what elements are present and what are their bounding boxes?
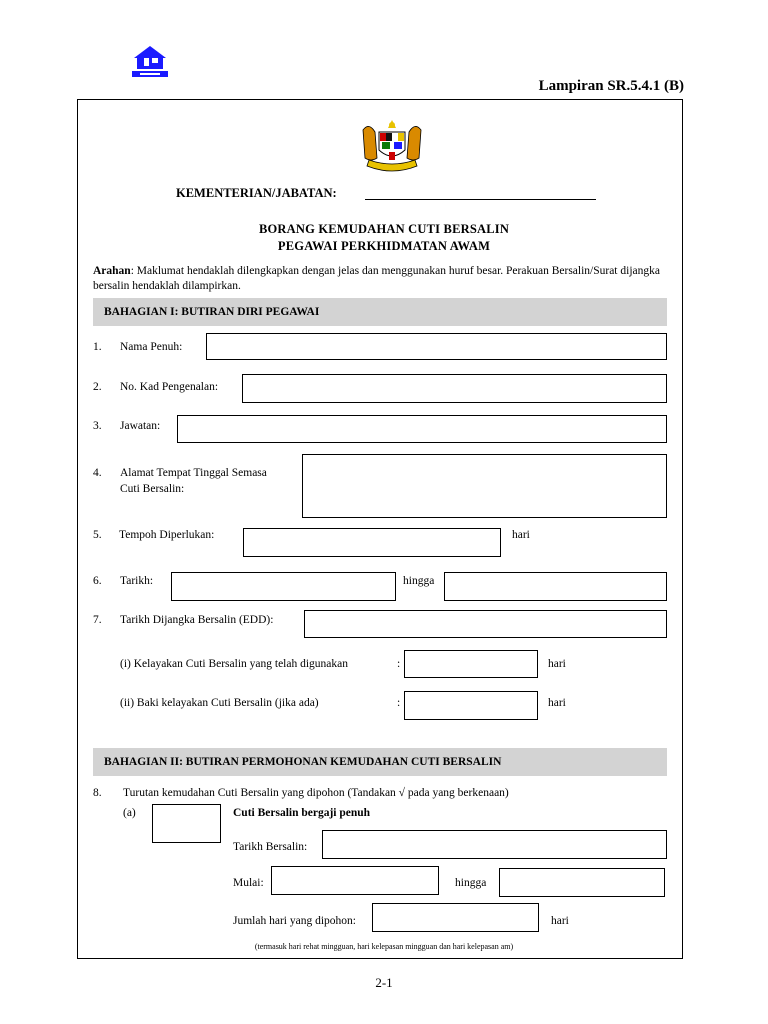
lampiran-reference: Lampiran SR.5.4.1 (B) (538, 78, 684, 94)
edd-label: Tarikh Dijangka Bersalin (EDD): (120, 614, 274, 626)
baki-kelayakan-unit: hari (548, 697, 566, 709)
coat-of-arms-icon (353, 118, 431, 178)
arahan-label: Arahan (93, 265, 131, 277)
kelayakan-digunakan-label: (i) Kelayakan Cuti Bersalin yang telah digunakan (120, 658, 349, 670)
jumlah-hari-label: Jumlah hari yang dipohon: (233, 915, 356, 927)
alamat-label: Alamat Tempat Tinggal Semasa (120, 467, 267, 479)
item-num: 1. (93, 341, 102, 353)
tarikh-mula-field[interactable] (171, 572, 396, 601)
page-number: 2-1 (375, 975, 393, 990)
house-logo-icon (132, 45, 168, 77)
kad-pengenalan-field[interactable] (242, 374, 667, 403)
item-num: 2. (93, 381, 102, 393)
tarikh-bersalin-field[interactable] (322, 830, 667, 859)
jawatan-label: Jawatan: (120, 420, 161, 432)
item-num: 5. (93, 529, 102, 541)
kelayakan-digunakan-unit: hari (548, 658, 566, 670)
item-num: 3. (93, 420, 102, 432)
edd-field[interactable] (304, 610, 667, 638)
tarikh-bersalin-label: Tarikh Bersalin: (233, 841, 308, 853)
item-num: 8. (93, 787, 102, 799)
item-num: 7. (93, 614, 102, 626)
kementerian-label: KEMENTERIAN/JABATAN: (176, 186, 337, 200)
tarikh-hingga-field[interactable] (444, 572, 667, 601)
instructions (93, 264, 660, 294)
tempoh-unit: hari (512, 529, 530, 541)
colon: : (397, 697, 401, 709)
tempoh-label: Tempoh Diperlukan: (119, 529, 215, 541)
alamat-field[interactable] (302, 454, 667, 518)
form-title-line1: BORANG KEMUDAHAN CUTI BERSALIN (258, 222, 510, 236)
kad-pengenalan-label: No. Kad Pengenalan: (120, 381, 219, 393)
alamat-label-2: Cuti Bersalin: (120, 483, 185, 495)
form-title-line2: PEGAWAI PERKHIDMATAN AWAM (277, 239, 491, 253)
colon: : (397, 658, 401, 670)
option-a-label: (a) (123, 807, 136, 819)
baki-kelayakan-label: (ii) Baki kelayakan Cuti Bersalin (jika ada) (120, 697, 319, 709)
baki-kelayakan-field[interactable] (404, 691, 538, 720)
tarikh-hingga-label: hingga (403, 575, 435, 587)
hingga-label: hingga (455, 877, 487, 889)
mulai-label: Mulai: (233, 877, 264, 889)
kelayakan-digunakan-field[interactable] (404, 650, 538, 678)
section2-title: BAHAGIAN II: BUTIRAN PERMOHONAN KEMUDAHAN CUTI BERSALIN (104, 756, 502, 768)
mulai-field[interactable] (271, 866, 439, 895)
option-a-checkbox[interactable] (152, 804, 221, 843)
section1-header (93, 298, 667, 326)
turutan-kemudahan-label: Turutan kemudahan Cuti Bersalin yang dipohon (Tandakan √ pada yang berkenaan) (123, 787, 509, 799)
item-num: 4. (93, 467, 102, 479)
item-num: 6. (93, 575, 102, 587)
option-a-title: Cuti Bersalin bergaji penuh (233, 807, 371, 819)
jumlah-hari-field[interactable] (372, 903, 539, 932)
section1-title: BAHAGIAN I: BUTIRAN DIRI PEGAWAI (104, 306, 320, 318)
nama-penuh-label: Nama Penuh: (120, 341, 183, 353)
kementerian-input-line[interactable] (365, 199, 596, 200)
tempoh-field[interactable] (243, 528, 501, 557)
jumlah-hari-note: (termasuk hari rehat mingguan, hari kelepasan mingguan dan hari kelepasan am) (254, 942, 514, 951)
jumlah-hari-unit: hari (551, 915, 569, 927)
jawatan-field[interactable] (177, 415, 667, 443)
section2-header (93, 748, 667, 776)
nama-penuh-field[interactable] (206, 333, 667, 360)
tarikh-label: Tarikh: (120, 575, 154, 587)
hingga-field[interactable] (499, 868, 665, 897)
arahan-text: : Maklumat hendaklah dilengkapkan dengan jelas dan menggunakan huruf besar. Perakuan Bersalin/Surat dijangka bersalin hendaklah dilampirkan. (93, 265, 660, 292)
